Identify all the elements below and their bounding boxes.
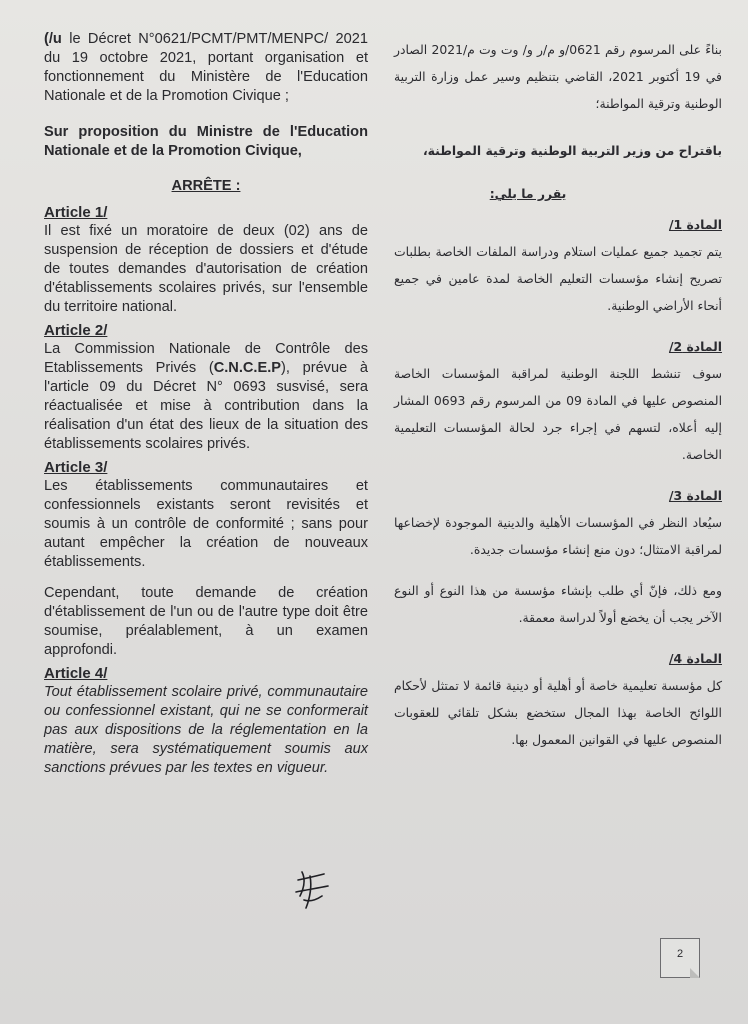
- french-column: [44, 30, 368, 782]
- fr-visa-paragraph: [44, 30, 368, 106]
- ar-article-4-body: كل مؤسسة تعليمية خاصة أو أهلية أو دينية قائمة لا تمتثل لأحكام اللوائح الخاصة بهذا المجال ستخضع بشكل تلقائي للعقوبات المنصوص عليها في القوانين المعمول بها.: [394, 678, 722, 747]
- fr-article-2-text-b: ), prévue à l'article 09 du Décret N° 0693 susvisé, sera réactualisée et mise à contribution dans la réalisation d'un état des lieux de la situation des établissements scolaires privés.: [44, 360, 368, 452]
- ar-visa-paragraph: بناءً على المرسوم رقم 0621/و م/ر و/ وت وت م/2021 الصادر في 19 أكتوبر 2021، القاضي بتنظيم وسير عمل وزارة التربية الوطنية وترقية المواطنة؛: [394, 42, 722, 111]
- ar-article-3-body-2: ومع ذلك، فإنّ أي طلب بإنشاء مؤسسة من هذا النوع أو النوع الآخر يجب أن يخضع أولاً لدراسة معمقة.: [394, 583, 722, 625]
- ar-article-4-title: المادة 4/: [668, 651, 722, 666]
- fr-article-2-body: [44, 340, 368, 454]
- ar-article-1-title: المادة 1/: [668, 217, 722, 232]
- ar-article-2-title: المادة 2/: [668, 339, 722, 354]
- fr-article-3-body-2: Cependant, toute demande de création d'établissement de l'un ou de l'autre type doit être soumise, préalablement, à un examen approfondi.: [44, 585, 368, 658]
- fr-article-3-title: Article 3/: [44, 459, 108, 476]
- arabic-column: [394, 36, 722, 767]
- ar-article-3-title: المادة 3/: [668, 488, 722, 503]
- fr-article-4-title: Article 4/: [44, 665, 108, 682]
- ar-article-1-body: يتم تجميد جميع عمليات استلام ودراسة الملفات الخاصة بطلبات تصريح إنشاء مؤسسات التعليم الخاصة لمدة عامين في جميع أنحاء الأراضي الوطنية.: [394, 244, 722, 313]
- signature-initials-icon: [288, 866, 336, 912]
- fr-article-4-body: Tout établissement scolaire privé, communautaire ou confessionnel existant, qui ne se conformerait pas aux dispositions de la réglementation en la matière, sera systématiquement soumis aux sanctions prévues par les textes en vigueur.: [44, 684, 368, 776]
- fr-article-1-body: Il est fixé un moratoire de deux (02) ans de suspension de réception de dossiers et d'étude de toutes demandes d'autorisation de création d'établissements scolaires privés, sur l'ensemble du territoire national.: [44, 223, 368, 315]
- fr-article-2-text-a: La Commission Nationale de Contrôle des Etablissements Privés (: [44, 341, 368, 376]
- fr-article-1-title: Article 1/: [44, 204, 108, 221]
- fr-visa-prefix: (/u: [44, 31, 62, 47]
- fr-article-3-body-1: Les établissements communautaires et confessionnels existants seront revisités et soumis à un contrôle de conformité ; sans pour autant empêcher la création de nouveaux établissements.: [44, 478, 368, 570]
- ar-article-3-body-1: سيُعاد النظر في المؤسسات الأهلية والدينية الموجودة لإخضاعها لمراقبة الامتثال؛ دون منع إنشاء مؤسسات جديدة.: [394, 515, 722, 557]
- ar-article-2-body: سوف تنشط اللجنة الوطنية لمراقبة المؤسسات الخاصة المنصوص عليها في المادة 09 من المرسوم رقم 0693 المشار إليه أعلاه، لتسهم في إجراء جرد لحالة المؤسسات التعليمية الخاصة.: [394, 366, 723, 462]
- fr-proposal: Sur proposition du Ministre de l'Education Nationale et de la Promotion Civique,: [44, 124, 368, 159]
- ar-decides-heading: يقرر ما يلي:: [489, 186, 567, 201]
- page-number-box: [660, 938, 700, 978]
- page-number: 2: [676, 948, 684, 960]
- fr-article-2-title: Article 2/: [44, 322, 108, 339]
- fr-visa-text: le Décret N°0621/PCMT/PMT/MENPC/ 2021 du 19 octobre 2021, portant organisation et fonctionnement du Ministère de l'Education Nationale et de la Promotion Civique ;: [44, 31, 368, 104]
- fr-arrete-heading: ARRÊTE :: [171, 178, 241, 194]
- fr-article-2-acronym: C.N.C.E.P: [213, 360, 282, 376]
- ar-proposal: باقتراح من وزير التربية الوطنية وترقية المواطنة،: [422, 143, 722, 158]
